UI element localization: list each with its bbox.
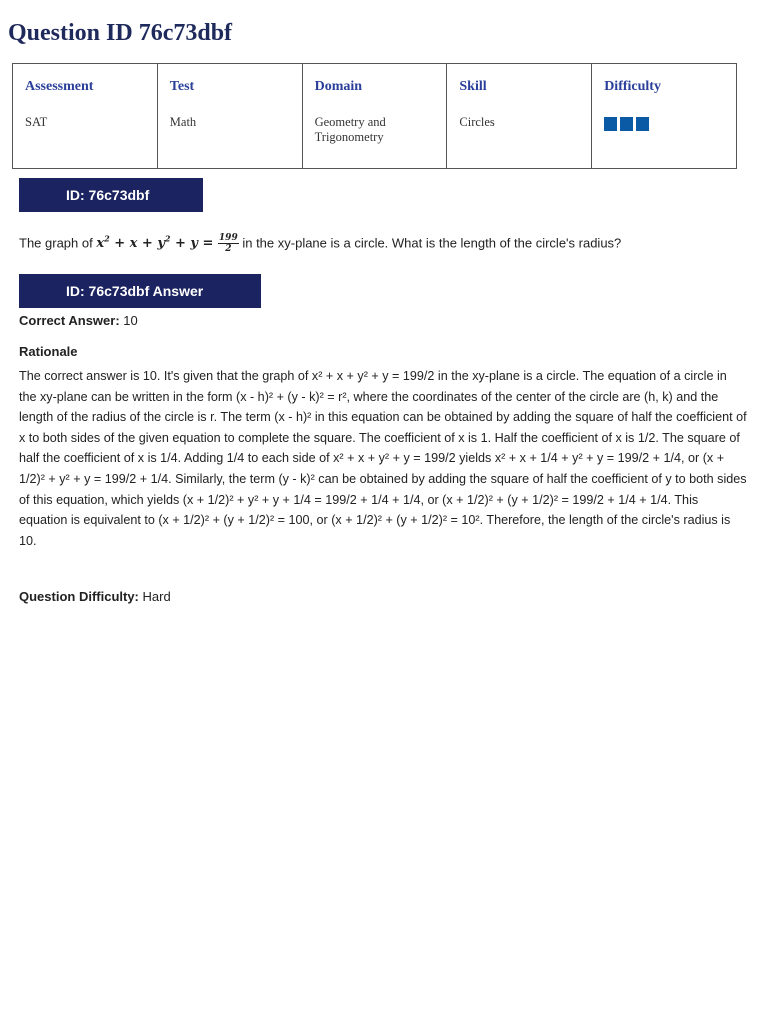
meta-cell-assessment (13, 64, 158, 169)
rationale-text: The correct answer is 10. It's given that the graph of x² + x + y² + y = 199/2 in the xy-plane is a circle. The equation of a circle in the xy-plane can be written in the form (x - h)² + (y - k)² = r², where the coordinates of the center of the circle are (h, k) and the length of the radius of the circle is r. The term (x - h)² in this equation can be obtained by adding the square of half the coefficient of x to both sides of the given equation to complete the square. The coefficient of x is 1. Half the coefficient of x is 1/2. The square of half the coefficient of x is 1/4. Adding 1/4 to each side of x² + x + y² + y = 199/2 yields x² + x + 1/4 + y² + y = 199/2 + 1/4, or (x + 1/2)² + y² + y = 199/2 + 1/4. Similarly, the term (y - k)² can be obtained by adding the square of half the coefficient of y to both sides of this equation, which yields (x + 1/2)² + y² + y + 1/4 = 199/2 + 1/4 + 1/4, or (x + 1/2)² + (y + 1/2)² = 199/2 + 1/4 + 1/4. This equation is equivalent to (x + 1/2)² + (y + 1/2)² = 100, or (x + 1/2)² + (y + 1/2)² = 10². Therefore, the length of the circle's radius is 10. (19, 369, 747, 548)
difficulty-bar (636, 117, 649, 131)
correct-answer-value: 10 (123, 313, 138, 328)
meta-cell-domain (302, 64, 447, 169)
difficulty-bar (604, 117, 617, 131)
question-meta-table (12, 63, 737, 169)
page-title: Question ID 76c73dbf (8, 20, 233, 46)
correct-answer (19, 312, 749, 330)
meta-cell-test (157, 64, 302, 169)
meta-value-skill: Circles (459, 115, 495, 129)
correct-answer-label: Correct Answer: (19, 313, 120, 328)
meta-value-test: Math (169, 115, 197, 129)
question-difficulty (19, 588, 749, 606)
difficulty-indicator (604, 117, 724, 131)
difficulty-bar (620, 117, 633, 131)
question-id-banner: ID: 76c73dbf (19, 178, 203, 212)
question-text (19, 226, 749, 257)
answer-id-banner: ID: 76c73dbf Answer (19, 274, 261, 308)
meta-cell-skill (447, 64, 592, 169)
meta-header-test: Test (169, 79, 195, 94)
question-difficulty-label: Question Difficulty: (19, 589, 139, 604)
meta-value-domain-line2: Trigonometry (314, 130, 384, 144)
question-suffix: in the xy-plane is a circle. What is the length of the circle's radius? (242, 235, 622, 251)
question-prefix: The graph of (19, 235, 93, 251)
meta-cell-difficulty (592, 64, 737, 169)
meta-header-skill: Skill (459, 79, 487, 94)
question-difficulty-value: Hard (142, 589, 171, 604)
meta-header-difficulty: Difficulty (604, 79, 661, 94)
meta-header-assessment: Assessment (25, 79, 94, 94)
question-equation: $x^2 + x + y^2 + y$ = $\frac{199}{2}$ (96, 233, 238, 255)
meta-header-domain: Domain (314, 79, 363, 94)
meta-value-assessment: SAT (25, 115, 48, 129)
rationale-heading: Rationale (19, 344, 78, 359)
meta-value-domain-line1: Geometry and (314, 115, 386, 129)
